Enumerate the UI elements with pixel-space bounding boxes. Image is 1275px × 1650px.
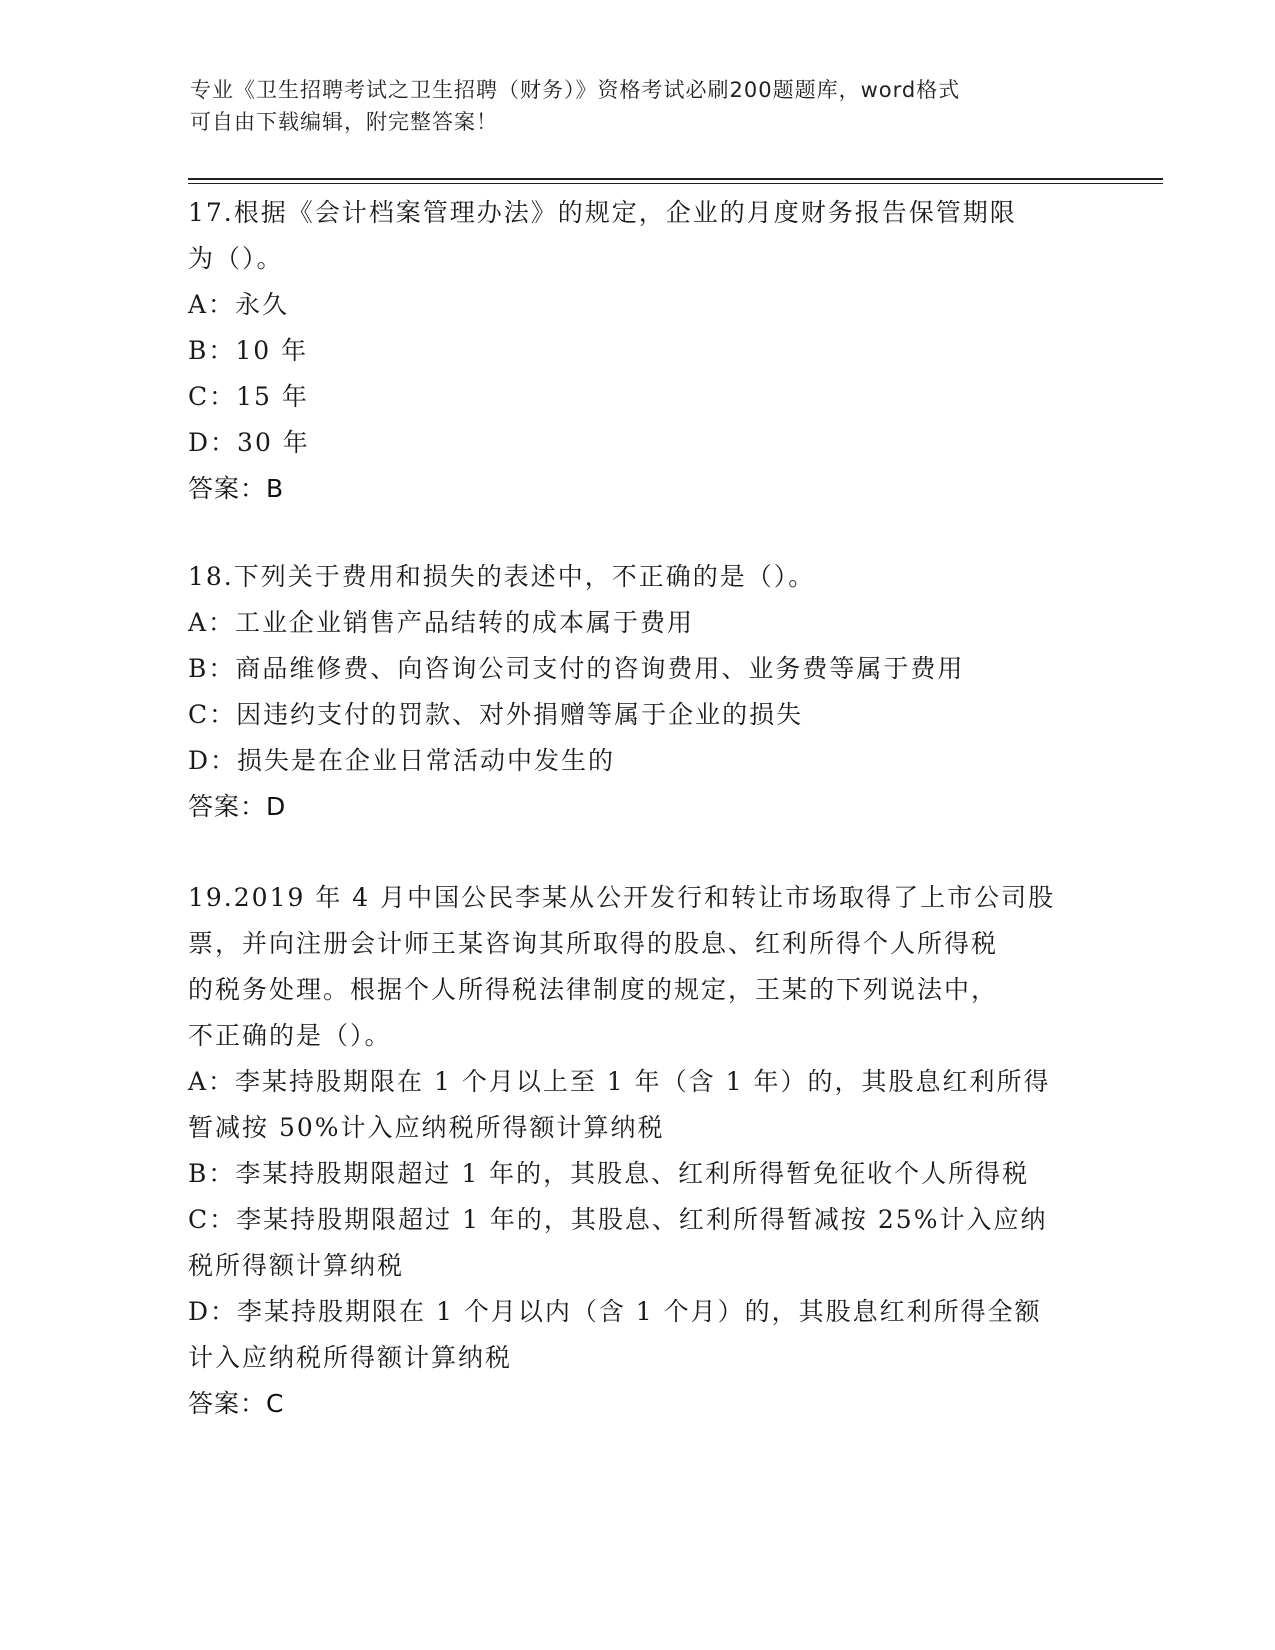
- option-a: A：工业企业销售产品结转的成本属于费用: [188, 608, 695, 637]
- option-c-continuation: 税所得额计算纳税: [188, 1251, 405, 1280]
- option-c: C：15 年: [188, 382, 309, 411]
- option-d-continuation: 计入应纳税所得额计算纳税: [188, 1343, 513, 1372]
- header-line-1: 专业《卫生招聘考试之卫生招聘（财务）》资格考试必刷200题题库，word格式: [190, 78, 961, 102]
- option-a: A：永久: [188, 290, 290, 319]
- header-line-2: 可自由下载编辑，附完整答案！: [190, 110, 498, 134]
- question-19: [188, 875, 1055, 1427]
- question-stem-line: 17.根据《会计档案管理办法》的规定，企业的月度财务报告保管期限: [188, 198, 1017, 227]
- option-d: D：30 年: [188, 428, 310, 457]
- question-stem-line: 为（）。: [188, 244, 284, 273]
- option-c: C：李某持股期限超过 1 年的，其股息、红利所得暂减按 25%计入应纳: [188, 1205, 1048, 1234]
- header-divider-thick: [188, 178, 1163, 180]
- option-d: D：损失是在企业日常活动中发生的: [188, 746, 616, 775]
- question-stem-line: 18.下列关于费用和损失的表述中，不正确的是（）。: [188, 562, 816, 591]
- header-divider-thin: [188, 183, 1163, 184]
- question-stem-line: 票，并向注册会计师王某咨询其所取得的股息、红利所得个人所得税: [188, 929, 999, 958]
- option-d: D：李某持股期限在 1 个月以内（含 1 个月）的，其股息红利所得全额: [188, 1297, 1042, 1326]
- question-stem-line: 不正确的是（）。: [188, 1021, 392, 1050]
- option-a-continuation: 暂减按 50%计入应纳税所得额计算纳税: [188, 1113, 665, 1142]
- question-stem-line: 的税务处理。根据个人所得税法律制度的规定，王某的下列说法中，: [188, 975, 999, 1004]
- answer-label: 答案：D: [188, 792, 287, 821]
- document-header: [190, 74, 1090, 138]
- option-b: B：李某持股期限超过 1 年的，其股息、红利所得暂免征收个人所得税: [188, 1159, 1030, 1188]
- answer-label: 答案：B: [188, 474, 285, 503]
- option-c: C：因违约支付的罚款、对外捐赠等属于企业的损失: [188, 700, 804, 729]
- option-a: A：李某持股期限在 1 个月以上至 1 年（含 1 年）的，其股息红利所得: [188, 1067, 1051, 1096]
- answer-label: 答案：C: [188, 1389, 285, 1418]
- option-b: B：商品维修费、向咨询公司支付的咨询费用、业务费等属于费用: [188, 654, 965, 683]
- question-17: [188, 190, 1017, 512]
- question-stem-line: 19.2019 年 4 月中国公民李某从公开发行和转让市场取得了上市公司股: [188, 883, 1056, 912]
- question-18: [188, 554, 964, 830]
- option-b: B：10 年: [188, 336, 309, 365]
